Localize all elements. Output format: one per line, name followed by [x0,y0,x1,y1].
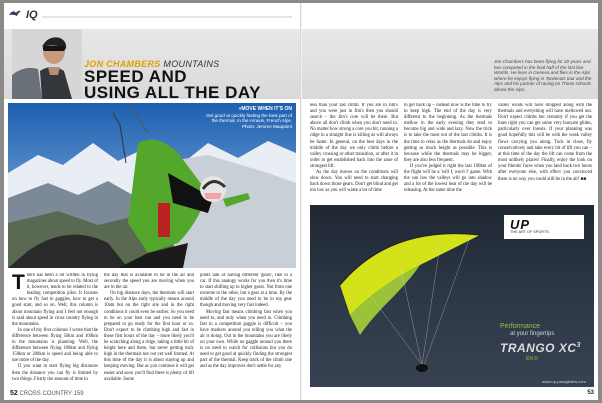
tag-bar [42,16,292,18]
photo-caption-text: Get good at quickly finding the best part of the thermal. In the Arravis, French Alps. Photo: Jerome Maupoint [205,112,292,129]
ad-tagline-2: at your fingertips [510,331,555,337]
ad-tagline-1: Performance [500,323,541,330]
article-column-5 [404,103,492,203]
ad-model [500,341,581,355]
headline-line-1: SPEED AND [84,67,188,86]
footer-left [10,390,84,397]
paragraph: pilots talk of having different 'gears', like in a car. If this analogy works for you then it's time to start shifting up to higher gears. Not from one extreme to the other, but a gear at a time. By the middle of the day you need to be in top gear though and moving very fast indeed. [200,273,292,309]
author-portrait [12,29,82,99]
brand-name: UP [510,217,531,232]
paragraph: If you've judged it right the last 100km of the flight will be a 'will I, won't I' game. With the sun low the valleys will go into shadow and a lot of the lowest heat of the day will be releasing. At the same time the [404,163,492,194]
paragraph: the day that is available to be in the air and secondly the speed you are moving when you are in the air. [104,273,194,291]
photo-caption [202,106,292,129]
page-gutter [300,3,302,400]
page-number-right: 53 [587,390,594,396]
ad-model-name: TRANGO XC [500,341,577,355]
paragraph: If you want to start flying big distances then the distance you can fly is limited by two things. Firstly the amount of time in [12,364,98,382]
paragraph: Moving fast means climbing fast when you need to, and only when you need to. Climbing fast in a competition gaggle is difficult – you have markers around you telling you what the air is doing. Out in the mountains you are likely on your own. While no gaggle around you there is no need to watch for collisions but you do need to get good at quickly finding the strongest part of the thermal. Keep track of the climb rate and as the day improves don't settle for any [200,309,292,370]
paragraph: here has been a lot written in flying magazines about speed to fly. Most of it, however, tends to be related to the leading competition pilot. It focuses on how to fly fast in gaggles, how to get a good start, and so on. Well, this column is about mountain flying and I feel not enough is said about speed in cross country flying in the mountains. [12,273,98,327]
bird-logo-icon [8,8,22,20]
paragraph: On big distance days, the thermals will start early. In the Alps early typically means around 10am but on the right site and in the right conditions it could even be earlier. So you need to be on your best run and you need to be prepared to go ready for the first hour or so. Don't expect to be climbing high and fast in these first hours of the day – more likely you'll be scratching along a ridge, taking a little bit of height here and there, but never getting truly high in the thermals nor out yet well formed. At this time of the day it is about staying up and keeping moving. But as you continue it will get easier and soon you'll find there is plenty of lift available. Some [104,291,194,382]
drop-cap: T [12,273,25,294]
byline-author: JON CHAMBERS [84,59,161,69]
byline-section: MOUNTAINS [163,59,220,69]
paragraph: As the day moves on the conditions will slow down. You will need to start changing back down those gears. Don't get blind and get too low as you will waste a lot of time [310,170,398,194]
author-caption: Jon Chambers has been flying for 20 years and has competed in the final half of the last five Worlds. He lives in Geneva and flies in the Alps where he enjoys flying in Tardenois tour and the Alps and his partner of racing on Those schools above the Alps. [494,59,592,92]
headline [84,69,261,101]
headline-line-2: USING ALL THE DAY [84,83,261,102]
paragraph-text: valley winds will have dropped along with the thermals and everything will have mellowed out. Don't expect climbs but certainly if you get the lines right you can get some very buoyant glides, particularly over forests. If your planning was good hopefully this will be with the weak valley flows carrying you along. Tuck in close, fly conservatively and take every bit of lift you can – at this time of the day the lift can come from the most unlikely places! Finally, enjoy the look on your friends' faces when you land back two hours after everyone else, with effect you convinced there is no way you could still be in the air! [498,103,592,183]
paragraph: to get back up – instead now is the time to try to keep high. The end of the day is very different to the beginning. As the thermals mellow in the early evening they tend to become big and wide and lazy. Now the trick is to take the most out of the last climbs. It is the time to relax as the thermals do and enjoy getting as much height as possible. This is because while the thermals may be bigger, they are also less frequent. [404,103,492,163]
section-tag: IQ [26,9,38,21]
footer-issue: CROSS COUNTRY 159 [19,391,84,397]
main-photo [8,103,296,268]
paragraph [498,103,592,183]
paragraph: In one of my first columns I wrote that the difference between flying 50km and 100km in the mountains is planning. Well, the difference between flying 100km and flying 150km or 200km is speed and being able to use more of the day. [12,327,98,364]
article-column-3 [200,273,292,387]
advertisement [310,205,594,387]
magazine-spread [4,3,598,400]
photo-caption-title: «MOVE WHEN IT'S ON [238,106,292,112]
article-column-1 [12,273,98,387]
page-number-left: 52 [10,390,18,397]
ad-class: EN D [526,356,538,362]
article-column-6 [498,103,592,203]
brand-subtitle: THE ART OF SPORTS [510,230,549,234]
brand-logo [504,215,584,239]
ad-url: www.up-paragliders.com [542,379,586,384]
paragraph: less than your last climb. If you are in Jim's and you were just in Jim's then you should search – the Jim's core will be there. But above all don't climb when you don't need to. No matter how strong a core you hit, running a ridge in a straight line is killing as will always be faster. In general, on the best days in the middle of the day we only climb before a valley crossing or other transition, or after it in order to get established back into the zone of strongest lift. [310,103,398,169]
article-column-4 [310,103,398,203]
ad-model-sup: 3 [576,342,581,349]
end-mark: ■■ [580,176,587,182]
article-column-2 [104,273,194,387]
